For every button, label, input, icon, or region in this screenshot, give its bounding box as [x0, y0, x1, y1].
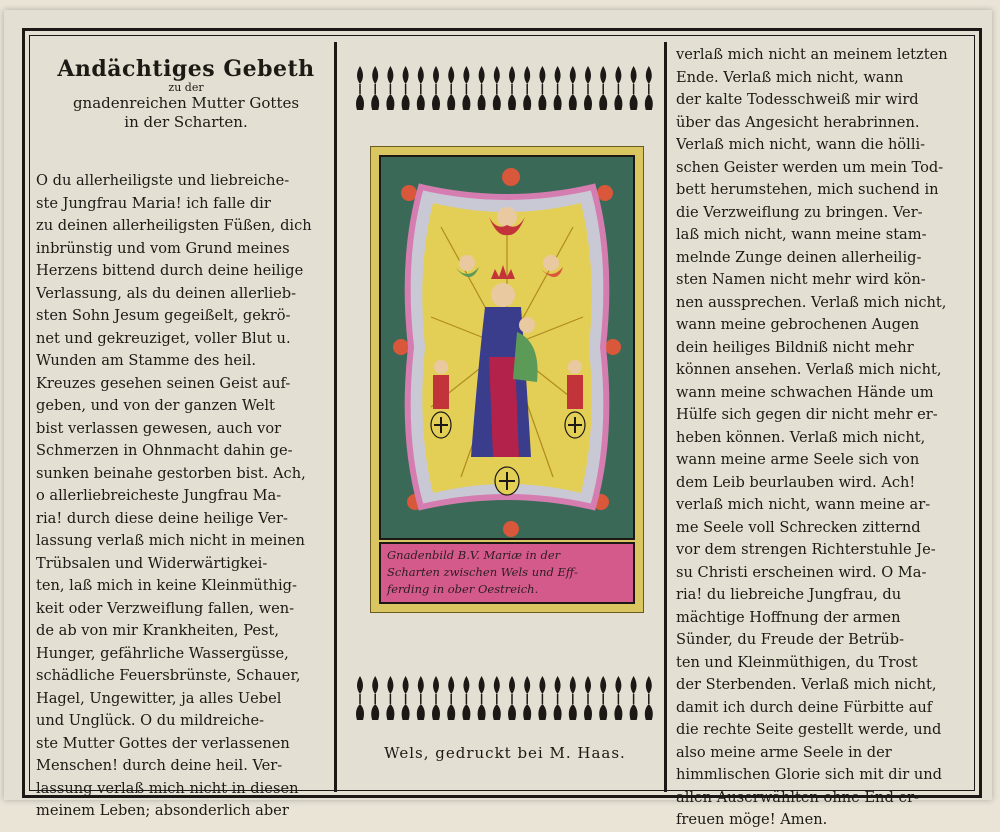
text-line: ria! durch diese deine heilige Ver- — [36, 509, 288, 527]
text-line: die rechte Seite gestellt werde, und — [676, 721, 942, 738]
ornament-flower — [614, 66, 622, 110]
text-line: der Sterbenden. Verlaß mich nicht, — [676, 676, 937, 693]
ornament-flower — [447, 66, 455, 110]
text-line: mächtige Hoffnung der armen — [676, 608, 901, 626]
prayer-title: Andächtiges Gebeth — [57, 56, 315, 82]
ornament-flower — [569, 676, 577, 720]
ornament-flower — [402, 66, 410, 110]
text-line: die Verzweiflung zu bringen. Ver- — [676, 203, 923, 221]
left-column — [36, 50, 336, 819]
text-line: Hagel, Ungewitter, ja alles Uebel — [36, 689, 282, 707]
text-line: keit oder Verzweiflung fallen, wen- — [36, 599, 295, 617]
print-sheet — [4, 10, 992, 828]
ornament-flower — [478, 676, 486, 720]
ornament-flower — [584, 66, 592, 110]
text-line: Herzens bittend durch deine heilige — [36, 262, 304, 279]
text-line: meinem Leben; absonderlich aber — [36, 802, 289, 819]
ornament-flower — [523, 676, 531, 720]
text-line: sten Sohn Jesum gegeißelt, gekrö- — [36, 307, 291, 324]
ornament-flower — [447, 676, 455, 720]
right-column — [676, 44, 976, 828]
text-line: lassung verlaß mich nicht in meinen — [36, 532, 305, 549]
text-line: lassung verlaß mich nicht in diesen — [36, 779, 299, 797]
text-line: über das Angesicht herabrinnen. — [676, 113, 920, 131]
text-line: inbrünstig und vom Grund meines — [36, 239, 290, 257]
ornament-flower — [493, 66, 501, 110]
caption-line: ferding in ober Oestreich. — [387, 582, 539, 596]
middle-column — [344, 50, 666, 790]
ornament-flower — [599, 66, 607, 110]
ornament-flower — [630, 676, 638, 720]
text-line: me Seele voll Schrecken zitternd — [676, 518, 921, 536]
text-line: dein heiliges Bildniß nicht mehr — [676, 338, 914, 356]
text-line: himmlischen Glorie sich mit dir und — [676, 766, 942, 783]
text-line: der kalte Todesschweiß mir wird — [676, 91, 919, 108]
image-caption — [379, 542, 635, 604]
ornament-flower — [462, 66, 470, 110]
text-line: wann meine gebrochenen Augen — [676, 316, 920, 333]
ornament-flower — [584, 676, 592, 720]
text-line: dem Leib beurlauben wird. Ach! — [676, 473, 916, 491]
caption-line: Gnadenbild B.V. Mariæ in der — [387, 548, 561, 562]
madonna-illustration — [381, 157, 633, 538]
text-line: wann meine schwachen Hände um — [676, 383, 934, 401]
text-line: bist verlassen gewesen, auch vor — [36, 419, 282, 437]
text-line: Verlassung, als du deinen allerlieb- — [36, 284, 297, 302]
ornament-flower — [645, 66, 653, 110]
text-line: ste Mutter Gottes der verlassenen — [36, 734, 290, 752]
caption-line: Scharten zwischen Wels und Eff- — [387, 565, 578, 579]
ornament-flower — [417, 66, 425, 110]
ornament-flower — [417, 676, 425, 720]
ornament-flower — [386, 676, 394, 720]
subtitle-line-2: in der Scharten. — [124, 113, 248, 131]
text-line: Menschen! durch deine heil. Ver- — [36, 757, 283, 774]
text-line: freuen möge! Amen. — [676, 811, 828, 828]
ornament-flower — [645, 676, 653, 720]
text-line: Hunger, gefährliche Wassergüsse, — [36, 644, 289, 662]
text-line: bett herumstehen, mich suchend in — [676, 181, 939, 198]
text-line: melnde Zunge deinen allerheilig- — [676, 248, 922, 266]
ornament-flower — [386, 66, 394, 110]
text-line: schen Geister werden um mein Tod- — [676, 158, 944, 176]
ornament-flower — [402, 676, 410, 720]
ornament-row-top — [352, 62, 658, 114]
ornament-flower — [523, 66, 531, 110]
text-line: zu deinen allerheiligsten Füßen, dich — [36, 217, 312, 234]
ornament-flower — [508, 676, 516, 720]
text-line: Sünder, du Freude der Betrüb- — [676, 631, 905, 648]
text-line: laß mich nicht, wann meine stam- — [676, 226, 927, 243]
ornament-flower — [569, 66, 577, 110]
text-line: heben können. Verlaß mich nicht, — [676, 428, 926, 446]
text-line: Verlaß mich nicht, wann die hölli- — [676, 136, 926, 153]
subtitle-line-1: gnadenreichen Mutter Gottes — [72, 94, 300, 112]
text-line: nen aussprechen. Verlaß mich nicht, — [676, 293, 947, 311]
text-line: Schmerzen in Ohnmacht dahin ge- — [36, 442, 293, 459]
text-line: net und gekreuziget, voller Blut u. — [36, 329, 291, 347]
left-prayer-text — [36, 170, 336, 823]
text-line: O du allerheiligste und liebreiche- — [36, 172, 290, 189]
ornament-flower — [356, 676, 364, 720]
ornament-flower — [432, 676, 440, 720]
ornament-row-bottom — [352, 672, 658, 724]
text-line: de ab von mir Krankheiten, Pest, — [36, 622, 279, 639]
text-line: Hülfe sich gegen dir nicht mehr er- — [676, 406, 938, 423]
text-line: Ende. Verlaß mich nicht, wann — [676, 68, 904, 86]
right-prayer-text — [676, 44, 976, 832]
text-line: ten, laß mich in keine Kleinmüthig- — [36, 577, 297, 594]
text-line: ria! du liebreiche Jungfrau, du — [676, 586, 902, 603]
text-line: geben, und von der ganzen Welt — [36, 397, 275, 414]
text-line: allen Auserwählten ohne End er- — [676, 788, 919, 806]
ornament-flower — [371, 66, 379, 110]
ornament-flower — [630, 66, 638, 110]
text-line: o allerliebreicheste Jungfrau Ma- — [36, 487, 282, 504]
text-line: verlaß mich nicht, wann meine ar- — [676, 496, 931, 513]
madonna-image — [379, 155, 635, 540]
ornament-flower — [508, 66, 516, 110]
text-line: verlaß mich nicht an meinem letzten — [676, 46, 948, 63]
text-line: und Unglück. O du mildreiche- — [36, 712, 265, 729]
ornament-flower — [356, 66, 364, 110]
text-line: Wunden am Stamme des heil. — [36, 352, 257, 369]
text-line: su Christi erscheinen wird. O Ma- — [676, 563, 927, 581]
ornament-flower — [554, 676, 562, 720]
text-line: können ansehen. Verlaß mich nicht, — [676, 361, 942, 378]
text-line: sten Namen nicht mehr wird kön- — [676, 271, 926, 288]
text-line: ten und Kleinmüthigen, du Trost — [676, 653, 918, 671]
ornament-flower — [432, 66, 440, 110]
ornament-flower — [478, 66, 486, 110]
text-line: vor dem strengen Richterstuhle Je- — [676, 541, 936, 558]
ornament-flower — [599, 676, 607, 720]
ornament-flower — [493, 676, 501, 720]
text-line: sunken beinahe gestorben bist. Ach, — [36, 464, 306, 482]
text-line: Kreuzes gesehen seinen Geist auf- — [36, 374, 291, 392]
ornament-flower — [554, 66, 562, 110]
ornament-flower — [538, 66, 546, 110]
printer-imprint: Wels, gedruckt bei M. Haas. — [384, 744, 626, 762]
text-line: wann meine arme Seele sich von — [676, 451, 920, 468]
text-line: also meine arme Seele in der — [676, 743, 892, 761]
ornament-flower — [538, 676, 546, 720]
text-line: damit ich durch deine Fürbitte auf — [676, 698, 933, 716]
text-line: ste Jungfrau Maria! ich falle dir — [36, 194, 271, 212]
ornament-flower — [614, 676, 622, 720]
ornament-flower — [371, 676, 379, 720]
devotional-image-frame — [370, 146, 644, 613]
subtitle-small: zu der — [168, 81, 204, 94]
text-line: schädliche Feuersbrünste, Schauer, — [36, 667, 301, 684]
ornament-flower — [462, 676, 470, 720]
text-line: Trübsalen und Widerwärtigkei- — [36, 554, 268, 572]
